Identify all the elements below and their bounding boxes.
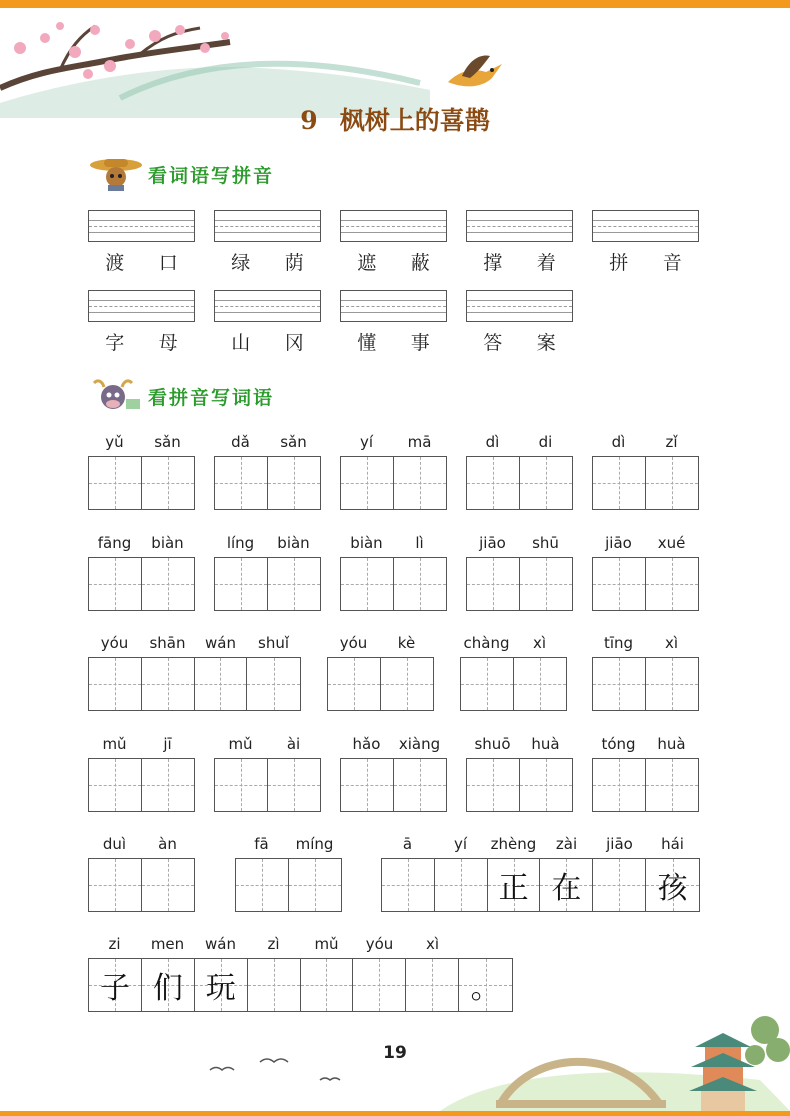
tianzige-cell[interactable] (593, 457, 646, 509)
vocabulary-word (466, 248, 573, 275)
word-character: 山 (231, 332, 251, 354)
character-writing-grid (327, 657, 434, 711)
pinyin-label: shān (149, 634, 186, 652)
pinyin-label: shuō (474, 735, 511, 753)
character-writing-grid (466, 758, 573, 812)
tianzige-cell[interactable] (268, 558, 321, 610)
character-writing-grid (460, 657, 567, 711)
tianzige-cell[interactable] (89, 759, 142, 811)
word-character: 冈 (284, 332, 304, 354)
tianzige-cell[interactable] (467, 759, 520, 811)
pinyin-guide-line (89, 226, 194, 227)
word-character: 拼 (609, 252, 629, 274)
pinyin-label: di (538, 433, 553, 451)
pinyin-label: xué (657, 534, 686, 552)
tianzige-cell[interactable] (248, 959, 301, 1011)
pinyin-label: biàn (151, 534, 184, 552)
tianzige-cell[interactable] (646, 558, 699, 610)
tianzige-cell[interactable] (341, 457, 394, 509)
tianzige-cell[interactable] (215, 457, 268, 509)
pinyin-label: huà (657, 735, 686, 753)
tianzige-cell[interactable] (142, 457, 195, 509)
pinyin-label: yí (359, 433, 374, 451)
tianzige-cell[interactable] (540, 859, 593, 911)
pinyin-label: dì (611, 433, 626, 451)
tianzige-cell[interactable] (236, 859, 289, 911)
character-writing-grid (88, 958, 513, 1012)
word-character: 母 (158, 332, 178, 354)
prefilled-character: 子 (99, 971, 130, 1006)
tianzige-cell[interactable] (381, 658, 434, 710)
top-accent-bar (0, 0, 790, 8)
tianzige-cell[interactable] (89, 457, 142, 509)
character-writing-grid (592, 758, 699, 812)
tianzige-cell[interactable] (195, 658, 248, 710)
pinyin-label: jiāo (479, 534, 506, 552)
vocabulary-word (340, 248, 447, 275)
pinyin-writing-box[interactable] (340, 210, 447, 242)
tianzige-cell[interactable] (89, 658, 142, 710)
pinyin-label: hái (661, 835, 684, 853)
tianzige-cell[interactable] (646, 759, 699, 811)
pinyin-label: ài (286, 735, 301, 753)
pinyin-label: jiāo (606, 835, 633, 853)
tianzige-cell[interactable] (328, 658, 381, 710)
tianzige-cell[interactable] (268, 457, 321, 509)
section-write-words-header (88, 377, 388, 413)
pinyin-label: àn (158, 835, 177, 853)
pinyin-label: yóu (100, 634, 129, 652)
tianzige-cell[interactable] (341, 759, 394, 811)
tianzige-cell[interactable] (520, 759, 573, 811)
pinyin-label: tīng (603, 634, 634, 652)
pinyin-guide-line (467, 306, 572, 307)
section-write-pinyin-header (88, 155, 388, 191)
pinyin-label: xiàng (398, 735, 441, 753)
word-character: 绿 (231, 252, 251, 274)
pinyin-label: dǎ (231, 433, 250, 451)
character-writing-grid (466, 456, 573, 510)
character-writing-grid (592, 657, 699, 711)
tianzige-cell[interactable] (353, 959, 406, 1011)
pinyin-label: zài (555, 835, 578, 853)
pinyin-guide-line (215, 306, 320, 307)
section-write-words-label: 看拼音写词语 (148, 387, 275, 409)
pinyin-guide-line (341, 226, 446, 227)
tianzige-cell[interactable] (142, 759, 195, 811)
word-character: 答 (483, 332, 503, 354)
pinyin-label: xì (425, 935, 440, 953)
pinyin-label: kè (397, 634, 416, 652)
word-character: 音 (662, 252, 682, 274)
prefilled-character: 在 (551, 871, 582, 906)
pinyin-label: jiāo (605, 534, 632, 552)
tianzige-cell[interactable] (89, 859, 142, 911)
character-writing-grid (88, 456, 195, 510)
pinyin-label: shuǐ (258, 634, 289, 652)
tianzige-cell[interactable] (142, 959, 195, 1011)
pinyin-label: yǔ (105, 433, 124, 451)
word-character: 着 (536, 252, 556, 274)
word-character: 案 (536, 332, 556, 354)
character-writing-grid (214, 557, 321, 611)
cartoon-ox-character-icon (88, 377, 144, 413)
pinyin-label: fāng (97, 534, 132, 552)
pinyin-label: wán (205, 935, 236, 953)
character-writing-grid (340, 758, 447, 812)
character-writing-grid (592, 557, 699, 611)
character-writing-grid (235, 858, 342, 912)
pinyin-label: mǔ (102, 735, 127, 753)
tianzige-cell[interactable] (195, 959, 248, 1011)
tianzige-cell[interactable] (301, 959, 354, 1011)
word-character: 遮 (357, 252, 377, 274)
pinyin-label: mā (407, 433, 432, 451)
tianzige-cell[interactable] (461, 658, 514, 710)
vocabulary-word (340, 328, 447, 355)
tianzige-cell[interactable] (215, 558, 268, 610)
tianzige-cell[interactable] (142, 658, 195, 710)
pinyin-label: mǔ (314, 935, 339, 953)
pinyin-label: huà (531, 735, 560, 753)
tianzige-cell[interactable] (142, 859, 195, 911)
tianzige-cell[interactable] (593, 658, 646, 710)
tianzige-cell[interactable] (467, 558, 520, 610)
tianzige-cell[interactable] (382, 859, 435, 911)
bottom-accent-bar (0, 1111, 790, 1116)
word-character: 蔽 (410, 252, 430, 274)
prefilled-character: 正 (498, 871, 529, 906)
vocabulary-word (214, 328, 321, 355)
character-writing-grid (214, 758, 321, 812)
vocabulary-word (592, 248, 699, 275)
pinyin-label: zǐ (665, 433, 678, 451)
pinyin-label: men (150, 935, 185, 953)
pinyin-writing-box[interactable] (466, 290, 573, 322)
word-character: 事 (410, 332, 430, 354)
section-write-pinyin-label: 看词语写拼音 (148, 165, 275, 187)
character-writing-grid (88, 657, 301, 711)
character-writing-grid (592, 456, 699, 510)
prefilled-character: 孩 (657, 871, 688, 906)
pinyin-label: fā (254, 835, 269, 853)
prefilled-character: 玩 (205, 971, 236, 1006)
lesson-title-text: 枫树上的喜鹊 (339, 106, 490, 135)
character-writing-grid (340, 456, 447, 510)
pinyin-label: míng (295, 835, 334, 853)
prefilled-character: 们 (152, 971, 183, 1006)
pinyin-writing-box[interactable] (88, 210, 195, 242)
word-character: 口 (158, 252, 178, 274)
pinyin-label: tóng (601, 735, 636, 753)
tianzige-cell[interactable] (394, 558, 447, 610)
pinyin-writing-box[interactable] (88, 290, 195, 322)
pinyin-label: wán (205, 634, 236, 652)
tianzige-cell[interactable] (394, 457, 447, 509)
pinyin-label: jī (163, 735, 172, 753)
pinyin-writing-box[interactable] (214, 210, 321, 242)
tianzige-cell[interactable] (514, 658, 567, 710)
word-character: 渡 (105, 252, 125, 274)
vocabulary-word (88, 248, 195, 275)
pinyin-label: líng (226, 534, 255, 552)
pinyin-label: biàn (277, 534, 310, 552)
pinyin-label: duì (102, 835, 127, 853)
tianzige-cell[interactable] (289, 859, 342, 911)
vocabulary-word (466, 328, 573, 355)
tianzige-cell[interactable] (89, 558, 142, 610)
character-writing-grid (214, 456, 321, 510)
tianzige-cell[interactable] (520, 558, 573, 610)
tianzige-cell[interactable] (646, 658, 699, 710)
lesson-number: 9 (300, 106, 318, 135)
character-writing-grid (88, 858, 195, 912)
tianzige-cell[interactable] (435, 859, 488, 911)
pinyin-label: zhèng (490, 835, 537, 853)
prefilled-character: 。 (470, 971, 501, 1006)
tianzige-cell[interactable] (89, 959, 142, 1011)
pinyin-label: shū (532, 534, 559, 552)
character-writing-grid (88, 758, 195, 812)
tianzige-cell[interactable] (520, 457, 573, 509)
tianzige-cell[interactable] (593, 759, 646, 811)
page-number: 19 (383, 1043, 407, 1063)
pinyin-guide-line (89, 306, 194, 307)
pinyin-label: sǎn (154, 433, 181, 451)
tianzige-cell[interactable] (593, 859, 646, 911)
pinyin-label: lì (415, 534, 424, 552)
vocabulary-word (214, 248, 321, 275)
character-writing-grid (466, 557, 573, 611)
tianzige-cell[interactable] (341, 558, 394, 610)
vocabulary-word (88, 328, 195, 355)
pinyin-label: hǎo (352, 735, 381, 753)
cartoon-hat-character-icon (88, 155, 144, 191)
pinyin-guide-line (341, 306, 446, 307)
pinyin-label: biàn (350, 534, 383, 552)
tianzige-cell[interactable] (406, 959, 459, 1011)
pinyin-label: yóu (339, 634, 368, 652)
pinyin-label: ā (402, 835, 413, 853)
tianzige-cell[interactable] (394, 759, 447, 811)
tianzige-cell[interactable] (142, 558, 195, 610)
tianzige-cell[interactable] (268, 759, 321, 811)
pinyin-writing-box[interactable] (466, 210, 573, 242)
pinyin-guide-line (593, 226, 698, 227)
pinyin-label: zì (267, 935, 280, 953)
tianzige-cell[interactable] (247, 658, 300, 710)
word-character: 字 (105, 332, 125, 354)
pinyin-label: yí (453, 835, 468, 853)
pinyin-label: sǎn (280, 433, 307, 451)
pinyin-label: chàng (463, 634, 510, 652)
pinyin-label: dì (485, 433, 500, 451)
pinyin-guide-line (215, 226, 320, 227)
character-writing-grid (340, 557, 447, 611)
word-character: 懂 (357, 332, 377, 354)
pinyin-label: xì (664, 634, 679, 652)
tianzige-cell[interactable] (646, 859, 699, 911)
tianzige-cell[interactable] (593, 558, 646, 610)
pinyin-writing-box[interactable] (214, 290, 321, 322)
pinyin-label: mǔ (228, 735, 253, 753)
character-writing-grid (381, 858, 700, 912)
pinyin-label: yóu (365, 935, 394, 953)
tianzige-cell[interactable] (488, 859, 541, 911)
pinyin-writing-box[interactable] (340, 290, 447, 322)
pinyin-guide-line (467, 226, 572, 227)
character-writing-grid (88, 557, 195, 611)
word-character: 荫 (284, 252, 304, 274)
tianzige-cell[interactable] (467, 457, 520, 509)
lesson-title (0, 101, 790, 137)
pinyin-label: zi (108, 935, 121, 953)
tianzige-cell[interactable] (215, 759, 268, 811)
pinyin-label: xì (532, 634, 547, 652)
tianzige-cell[interactable] (646, 457, 699, 509)
tianzige-cell[interactable] (459, 959, 512, 1011)
magpie-bird-icon (440, 52, 510, 102)
word-character: 撑 (483, 252, 503, 274)
pinyin-writing-box[interactable] (592, 210, 699, 242)
